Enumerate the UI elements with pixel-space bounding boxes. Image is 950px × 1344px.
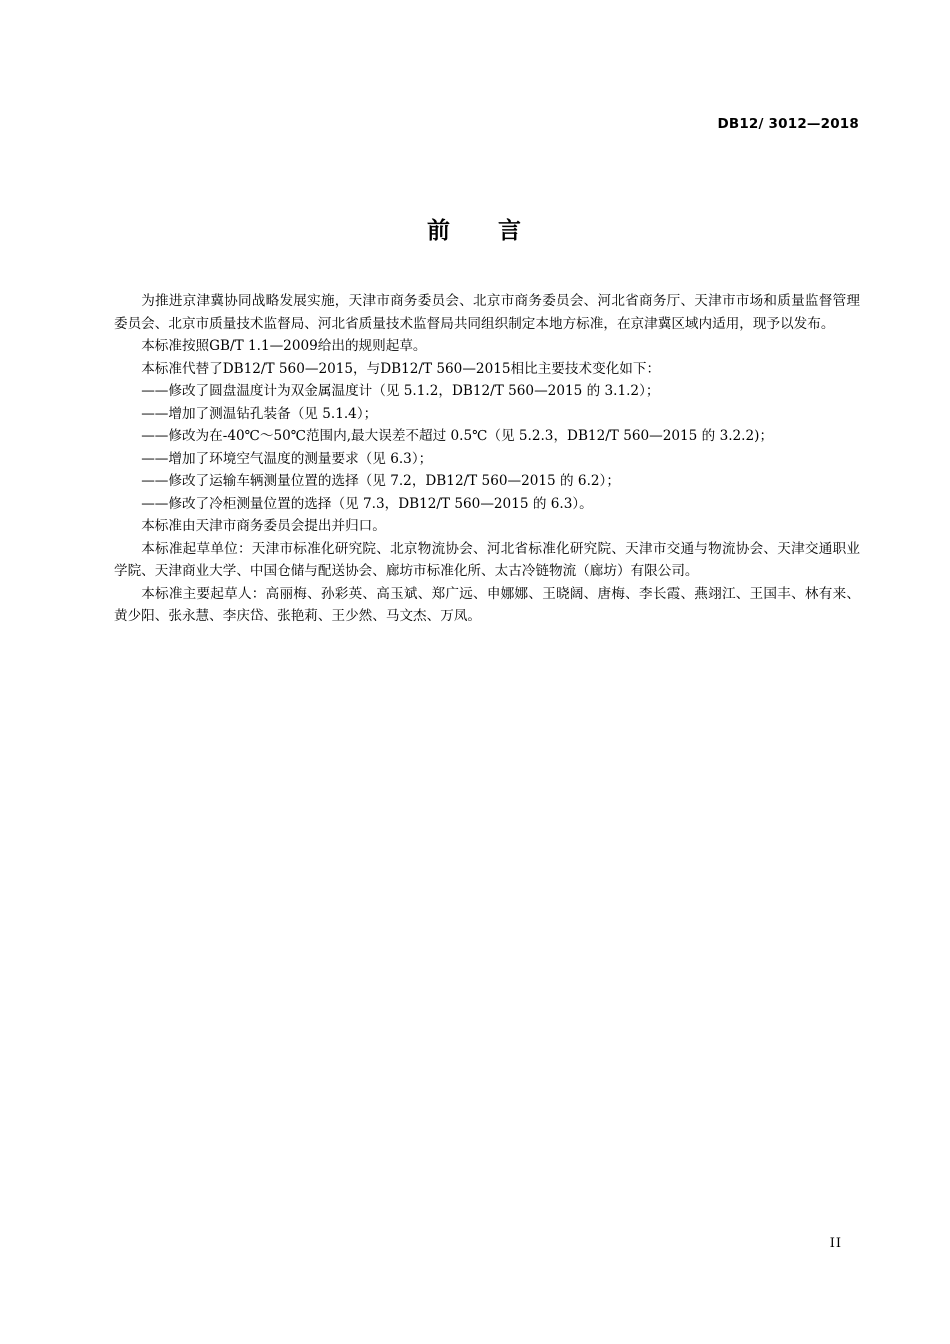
change-item-3: ——修改为在-40℃～50℃范围内,最大误差不超过 0.5℃（见 5.2.3，DB12/T 560—2015 的 3.2.2)； bbox=[141, 428, 774, 444]
change-item-1: ——修改了圆盘温度计为双金属温度计（见 5.1.2，DB12/T 560—2015 的 3.1.2）； bbox=[141, 383, 660, 399]
foreword-body bbox=[114, 290, 860, 628]
paragraph-purpose: 为推进京津冀协同战略发展实施，天津市商务委员会、北京市商务委员会、河北省商务厅、天津市市场和质量监督管理委员会、北京市质量技术监督局、河北省质量技术监督局共同组织制定本地方标准，在京津冀区域内适用，现予以发布。 bbox=[114, 293, 860, 332]
title-char-1: 前 bbox=[427, 218, 452, 244]
title-char-2: 言 bbox=[498, 218, 523, 244]
change-item-5: ——修改了运输车辆测量位置的选择（见 7.2，DB12/T 560—2015 的 6.2）； bbox=[141, 473, 620, 489]
change-item-4: ——增加了环境空气温度的测量要求（见 6.3）； bbox=[141, 450, 433, 467]
page-number: II bbox=[829, 1236, 842, 1251]
standard-code: DB12/ 3012—2018 bbox=[717, 116, 859, 132]
paragraph-replacement: 本标准代替了DB12/T 560—2015，与DB12/T 560—2015相比主要技术变化如下： bbox=[141, 360, 661, 377]
change-item-2: ——增加了测温钻孔装备（见 5.1.4）； bbox=[141, 405, 378, 422]
change-item-6: ——修改了冷柜测量位置的选择（见 7.3，DB12/T 560—2015 的 6.3）。 bbox=[141, 495, 593, 512]
paragraph-proposer: 本标准由天津市商务委员会提出并归口。 bbox=[141, 518, 386, 534]
paragraph-drafting-units: 本标准起草单位：天津市标准化研究院、北京物流协会、河北省标准化研究院、天津市交通与物流协会、天津交通职业学院、天津商业大学、中国仓储与配送协会、廊坊市标准化所、太古冷链物流（廊坊）有限公司。 bbox=[114, 540, 860, 579]
paragraph-drafters: 本标准主要起草人：高丽梅、孙彩英、高玉斌、郑广远、申娜娜、王晓阔、唐梅、李长霞、燕翊江、王国丰、林有来、黄少阳、张永慧、李庆岱、张艳莉、王少然、马文杰、万凤。 bbox=[114, 585, 860, 624]
page-title bbox=[0, 212, 950, 245]
paragraph-drafting-rules: 本标准按照GB/T 1.1—2009给出的规则起草。 bbox=[141, 338, 427, 354]
